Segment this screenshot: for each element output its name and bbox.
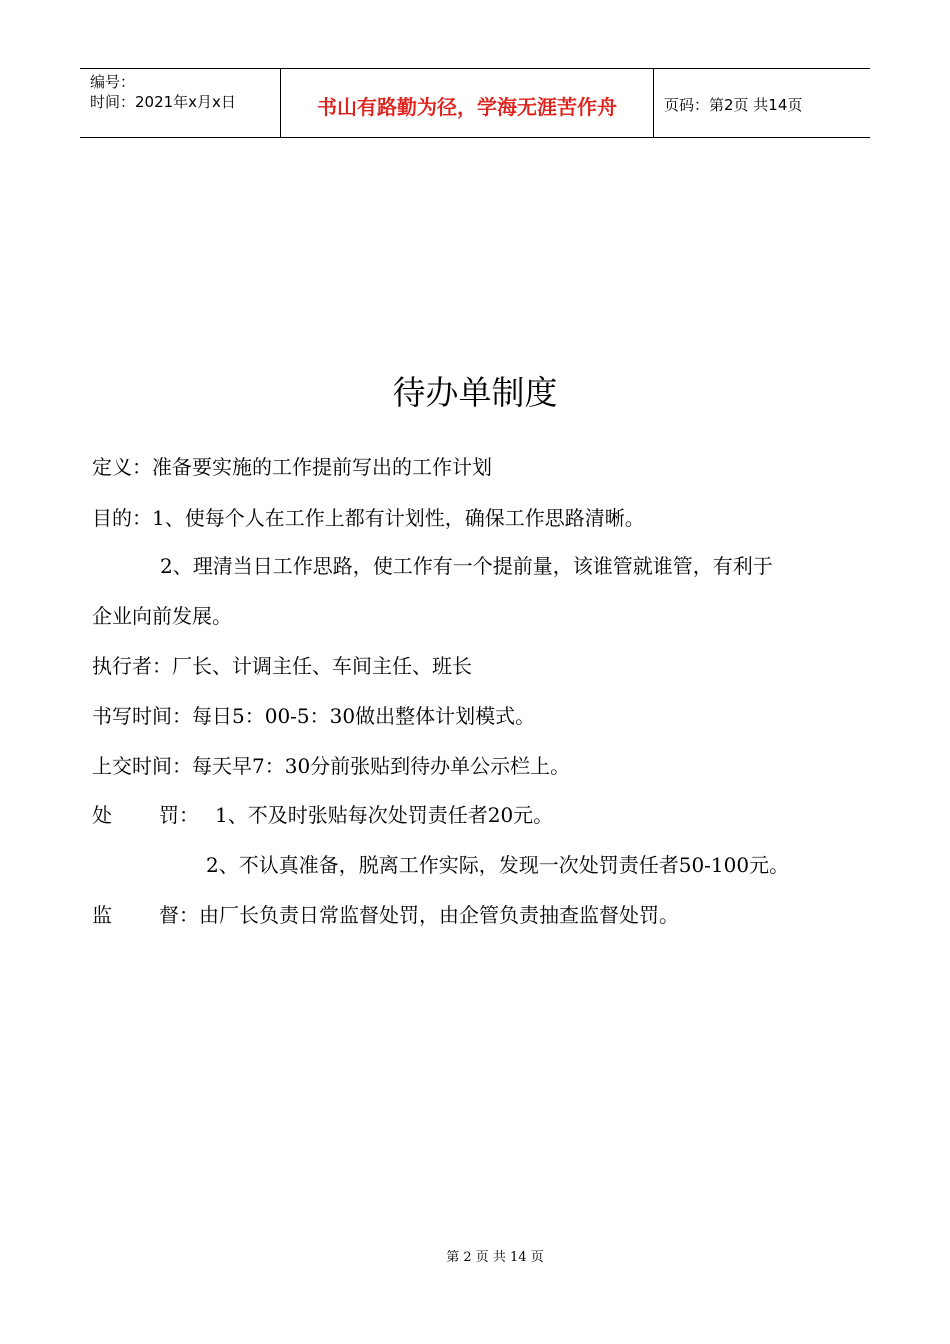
purpose-line-1: 目的：1、使每个人在工作上都有计划性，确保工作思路清晰。 bbox=[92, 506, 645, 530]
write-time-line: 书写时间：每日5：00-5：30做出整体计划模式。 bbox=[92, 704, 536, 728]
supervise-text: 督：由厂长负责日常监督处罚，由企管负责抽查监督处罚。 bbox=[159, 903, 679, 927]
definition-line: 定义：准备要实施的工作提前写出的工作计划 bbox=[92, 455, 492, 479]
header-number-label: 编号： bbox=[90, 73, 136, 91]
header-meta bbox=[80, 69, 281, 137]
penalty-item-1: 1、不及时张贴每次处罚责任者20元。 bbox=[215, 803, 554, 827]
header-time-label: 时间：2021年x月x日 bbox=[90, 93, 236, 111]
executors-line: 执行者：厂长、计调主任、车间主任、班长 bbox=[92, 654, 472, 678]
header-page-info: 页码：第2页 共14页 bbox=[664, 95, 803, 114]
penalty-item-2: 2、不认真准备，脱离工作实际，发现一次处罚责任者50-100元。 bbox=[206, 853, 790, 877]
penalty-line-1 bbox=[92, 800, 553, 830]
supervise-line bbox=[92, 900, 679, 930]
supervise-label-a: 监 bbox=[92, 903, 112, 927]
penalty-label-a: 处 bbox=[92, 803, 112, 827]
document-header bbox=[80, 68, 870, 138]
penalty-label-b: 罚： bbox=[159, 803, 199, 827]
submit-time-line: 上交时间：每天早7：30分前张贴到待办单公示栏上。 bbox=[92, 754, 571, 778]
purpose-line-2-continued: 企业向前发展。 bbox=[92, 604, 232, 628]
page-footer: 第 2 页 共 14 页 bbox=[446, 1250, 544, 1265]
document-title: 待办单制度 bbox=[392, 373, 558, 412]
header-motto: 书山有路勤为径，学海无涯苦作舟 bbox=[281, 69, 654, 137]
purpose-line-2: 2、理清当日工作思路，使工作有一个提前量，该谁管就谁管，有利于 bbox=[160, 554, 773, 578]
